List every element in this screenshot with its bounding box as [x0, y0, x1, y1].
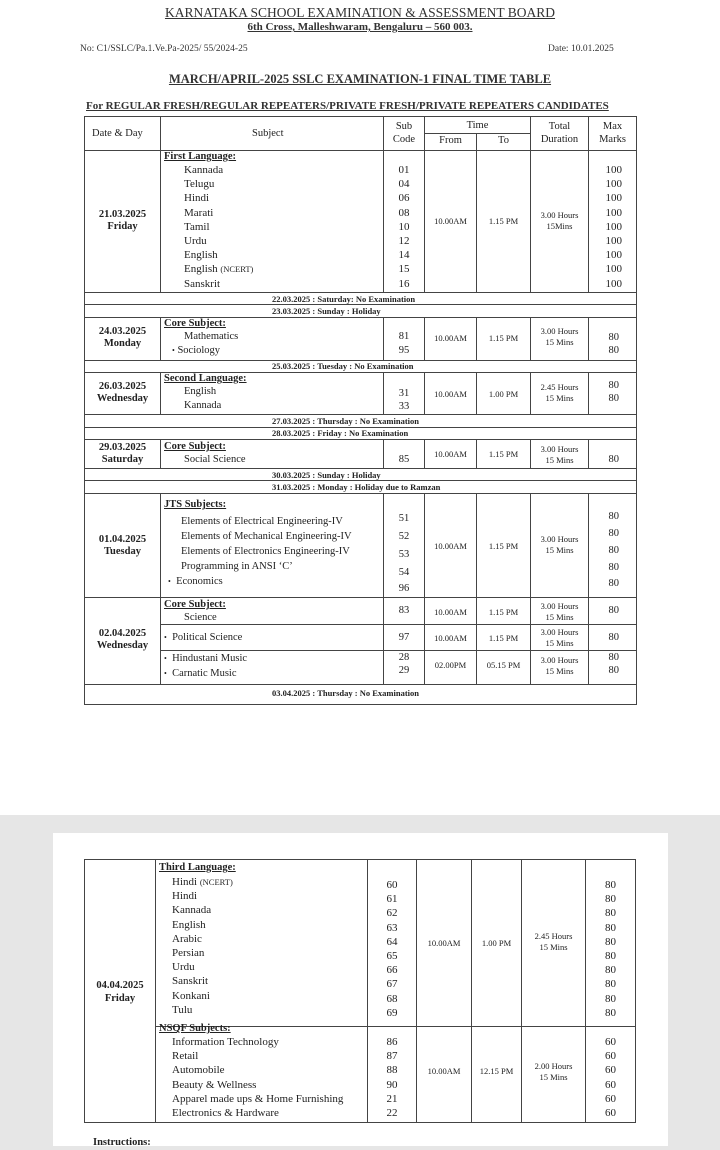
list-item: Urdu: [184, 234, 207, 247]
list-item: Urdu: [172, 961, 195, 974]
col-marks: Marks: [599, 134, 626, 145]
col-total: Total: [548, 121, 571, 132]
row1-date: 21.03.2025: [98, 209, 147, 220]
table-border-top: [84, 116, 637, 117]
table-border-left: [84, 116, 85, 704]
list-item: Elements of Mechanical Engineering-IV: [181, 531, 352, 542]
no-exam-note: 28.03.2025 : Friday : No Examination: [272, 428, 409, 438]
p2-subjects: [172, 875, 233, 1017]
list-item: Tamil: [184, 220, 210, 233]
list-item: • Sociology: [172, 345, 221, 356]
list-item: Social Science: [184, 454, 246, 465]
list-item: • Hindustani Music: [164, 653, 248, 664]
list-item: Hindi: [184, 192, 210, 205]
row2-heading: Core Subject:: [164, 318, 226, 329]
list-item: Konkani: [172, 989, 210, 1002]
row1-marks: 100 100 100 100 100 100 100 100 100: [605, 164, 622, 290]
row6-day: Wednesday: [96, 640, 149, 651]
list-item: Persian: [172, 946, 205, 959]
row1-duration-2: 15Mins: [546, 221, 573, 231]
list-item: Telugu: [184, 178, 215, 191]
row1-duration: 3.00 Hours: [540, 210, 579, 220]
reference-number: No: C1/SSLC/Pa.1.Ve.Pa-2025/ 55/2024-25: [80, 44, 248, 54]
row2-date: 24.03.2025: [98, 326, 147, 337]
table-border-right: [636, 116, 637, 704]
list-item: English: [184, 249, 218, 262]
col-time: Time: [466, 120, 489, 131]
row1-codes: 01 04 06 08 10 12 14 15 16: [398, 164, 410, 290]
list-item: Retail: [172, 1050, 199, 1063]
list-item: • Political Science: [164, 632, 243, 643]
p2-nsqf-heading: NSQF Subjects:: [159, 1023, 231, 1034]
list-item: Kannada: [184, 400, 222, 411]
p2-nsqf-subjects: [172, 1035, 343, 1120]
board-address: 6th Cross, Malleshwaram, Bengaluru – 560 003.: [247, 21, 473, 33]
holiday-note: 30.03.2025 : Sunday : Holiday: [272, 470, 381, 480]
no-exam-note: 27.03.2025 : Thursday : No Examination: [272, 416, 419, 426]
holiday-note: 23.03.2025 : Sunday : Holiday: [272, 306, 381, 316]
board-name: KARNATAKA SCHOOL EXAMINATION & ASSESSMENT BOARD: [164, 5, 556, 20]
row5-day: Tuesday: [104, 546, 141, 557]
col-max: Max: [602, 121, 623, 132]
p2-date: 04.04.2025: [96, 980, 144, 991]
list-item: Marati: [184, 206, 214, 219]
list-item: Elements of Electronics Engineering-IV: [181, 546, 350, 557]
p2-day: Friday: [104, 993, 136, 1004]
row3-date: 26.03.2025: [98, 381, 147, 392]
row1-to: 1.15 PM: [488, 216, 519, 226]
list-item: Electronics & Hardware: [172, 1106, 279, 1119]
col-date-day: Date & Day: [92, 128, 143, 139]
p2-heading: Third Language:: [159, 862, 236, 873]
holiday-note: 31.03.2025 : Monday : Holiday due to Ramzan: [272, 482, 441, 492]
list-item: Arabic: [172, 932, 202, 945]
row1-subjects: [184, 163, 253, 291]
p2-codes: 60 61 62 63 64 65 66 67 68 69: [386, 879, 398, 1019]
row5-date: 01.04.2025: [98, 534, 147, 545]
list-item: English (NCERT): [184, 263, 254, 276]
list-item: Information Technology: [172, 1036, 279, 1048]
row4-heading: Core Subject:: [164, 441, 226, 452]
list-item: Hindi: [172, 890, 198, 903]
row3-heading: Second Language:: [164, 373, 247, 384]
list-item: • Carnatic Music: [164, 668, 237, 679]
list-item: Elements of Electrical Engineering-IV: [181, 516, 343, 527]
col-sub: Sub: [395, 121, 413, 132]
no-exam-note: 22.03.2025 : Saturday: No Examination: [272, 294, 416, 304]
page-title: MARCH/APRIL-2025 SSLC EXAMINATION-1 FINAL TIME TABLE: [168, 72, 552, 86]
p2-nsqf-codes: 86 87 88 90 21 22: [386, 1036, 398, 1119]
timetable-page-1: KARNATAKA SCHOOL EXAMINATION & ASSESSMENT BOARD 6th Cross, Malleshwaram, Bengaluru – 560 003. No: C1/SSLC/Pa.1.Ve.Pa-2025/ 55/2024-25 Date: 10.01.2025 MARCH/APRIL-2025 SSLC EXAMINATION-1 FINAL TIME TABLE For REGULAR FRESH/REGULAR REPEATERS/PRIVATE FRESH/PRIVATE REPEATERS CANDIDATES Date & Day Subject Sub Code Time From To Total Duration Max Marks 21.03.2025 Friday First Language: Kannada Telugu Hindi Marati Tamil Urdu English English (NCERT) Sanskrit 01 04 06 08 10 12 14 15 16 10.00AM 1.15 PM 3.00 Hours 15Mins 100 100 100 100 100 100 100 100 100 22.03.2025 : Saturday: No Examination 23.03.2025 : Sunday : Holiday 24.03.2025 Monday Core Subject: Mathematics • Sociology 81 95 10.00AM 1.15 PM 3.00 Hours 15 Mins 80 80 25.03.2025 : Tuesday : No Examination 26.03.2025 Wednesday Second Language: English Kannada 31 33 10.00AM 1.00 PM 2.45 Hours 15 Mins 80 80 27.03.2025 : Thursday : No Examination 28.03.2025 : Friday : No Examination 29.03.2025 Saturday Core Subject: Social Science 85 10.00AM 1.15 PM 3.00 Hours 15 Mins 80 30.03.2025 : Sunday : Holiday 31.03.2025 : Monday : Holiday due to Ramzan 01.04.2025 Tuesday JTS Subjects: Elements of Electrical Engineering-IV Elements of Mechanical Engineering-IV Elements of Electronics Engineering-IV Programming in ANSI ‘C’ • Economics 51 52 53 54 96 10.00AM 1.15 PM 3.00 Hours 15 Mins 80 80 80 80 80 02.04.2025 Wednesday Core Subject: Science 83 10.00AM 1.15 PM 3.00 Hours 15 Mins 80 • Political Science 97 10.00AM 1.15 PM 3.00 Hours 15 Mins 80 • Hindustani Music • Carnatic Music 28 29 02.00PM 05.15 PM 3.00 Hours 15 Mins 80 80 03.04.2025 : Thursday : No Examination: [0, 0, 720, 815]
instructions-heading: Instructions:: [93, 1137, 151, 1148]
col-subject: Subject: [252, 128, 284, 139]
list-item: Hindi (NCERT): [172, 876, 233, 888]
list-item: Tulu: [172, 1003, 193, 1016]
list-item: Science: [184, 612, 217, 623]
list-item: English: [172, 918, 206, 931]
list-item: Mathematics: [184, 331, 239, 342]
list-item: Kannada: [184, 164, 224, 176]
list-item: Sanskrit: [172, 975, 209, 988]
no-exam-note: 25.03.2025 : Tuesday : No Examination: [272, 361, 414, 371]
list-item: Kannada: [172, 904, 212, 917]
list-item: Apparel made ups & Home Furnishing: [172, 1092, 344, 1105]
col-to: To: [498, 135, 509, 146]
list-item: Programming in ANSI ‘C’: [181, 561, 293, 572]
list-item: Automobile: [172, 1064, 225, 1077]
row1-from: 10.00AM: [434, 216, 467, 226]
row1-day: Friday: [107, 221, 138, 232]
timetable-page-2: 04.04.2025 Friday Third Language: Hindi (NCERT) Hindi Kannada English Arabic Persian Urdu Sanskrit Konkani Tulu 60 61 62 63 64 65 66 67 68 69 10.00AM 1.00 PM 2.45 Hours 15 Mins 80 80 80 80 80 80 80 80 80 80 NSQF Subjects: Information Technology Retail Automobile Beauty & Wellness Apparel made ups & Home Furnishing Electronics & Hardware 86 87 88 90 21 22 10.00AM 12.15 PM 2.00 Hours 15 Mins 60 60 60 60 60 60 Instructions:: [53, 833, 668, 1146]
no-exam-note: 03.04.2025 : Thursday : No Examination: [272, 688, 419, 698]
row2-day: Monday: [103, 338, 142, 349]
row6-date: 02.04.2025: [98, 628, 147, 639]
row3-day: Wednesday: [96, 393, 149, 404]
row5-heading: JTS Subjects:: [164, 499, 227, 510]
list-item: Beauty & Wellness: [172, 1078, 257, 1091]
p2-nsqf-marks: 60 60 60 60 60 60: [605, 1036, 616, 1119]
table-border-bottom: [84, 704, 637, 705]
row6-heading: Core Subject:: [164, 599, 226, 610]
list-item: • Economics: [168, 576, 223, 587]
list-item: English: [184, 386, 217, 397]
col-duration: Duration: [540, 134, 579, 145]
row1-heading: First Language:: [164, 151, 237, 162]
row4-day: Saturday: [101, 454, 144, 465]
col-code: Code: [392, 134, 416, 145]
candidates-subtitle: For REGULAR FRESH/REGULAR REPEATERS/PRIVATE FRESH/PRIVATE REPEATERS CANDIDATES: [86, 100, 609, 112]
list-item: Sanskrit: [184, 277, 221, 290]
p2-marks: 80 80 80 80 80 80 80 80 80 80: [605, 879, 616, 1019]
row4-date: 29.03.2025: [98, 442, 147, 453]
issue-date: Date: 10.01.2025: [548, 44, 614, 54]
col-from: From: [439, 135, 462, 146]
